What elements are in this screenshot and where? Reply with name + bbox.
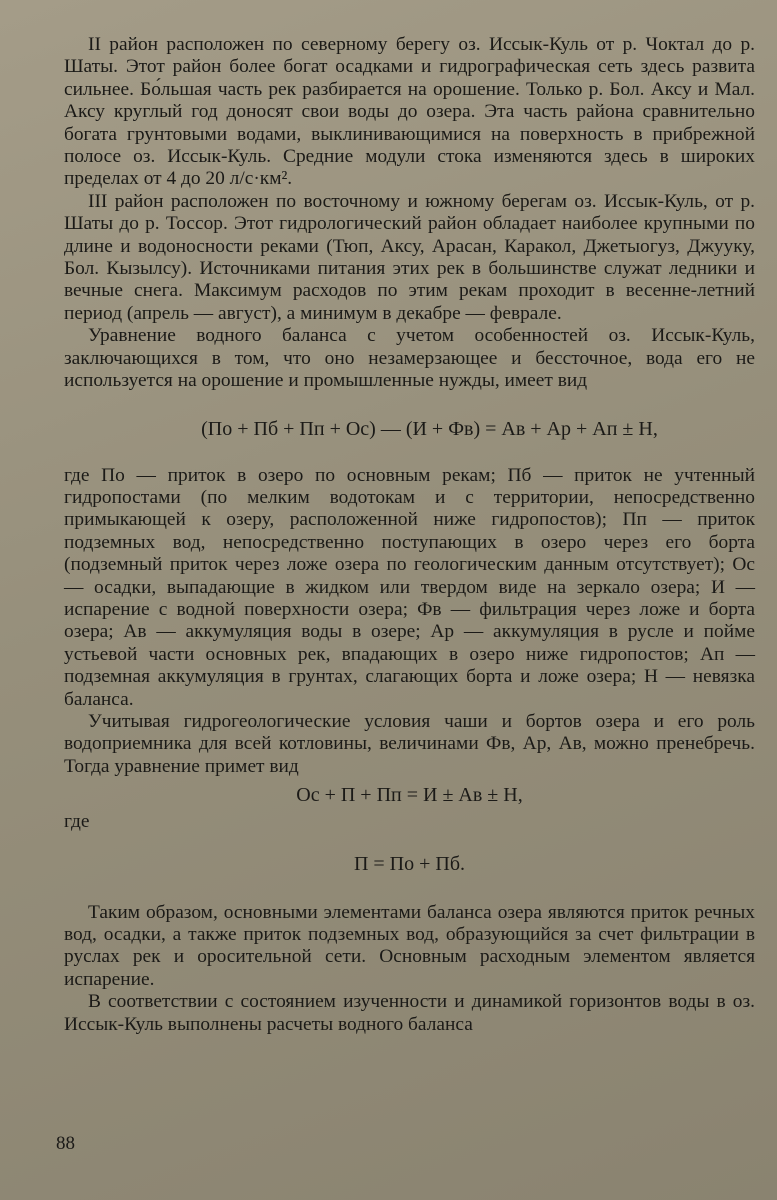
inflow-equation: П = По + Пб.	[353, 852, 466, 875]
where-label: где	[64, 811, 90, 833]
paragraph-simplification: Учитывая гидрогеологические условия чаши и бортов озера и его роль водоприемника для всей котловины, величинами Фв, Ар, Ав, можно пренебречь. Тогда уравнение примет вид	[64, 710, 755, 777]
paragraph-district-3: III район расположен по восточному и южному берегам оз. Иссык-Куль, от р. Шаты до р. Тоссор. Этот гидрологический район обладает наиболее крупными по длине и водоносности реками (Тюп, Аксу, Арасан, Каракол, Джетыогуз, Джууку, Бол. Кызылсу). Источниками питания этих рек в большинстве служат ледники и вечные снега. Максимум расходов по этим рекам проходит в весенне-летний период (апрель — август), а минимум в декабре — феврале.	[64, 190, 755, 324]
page-number: 88	[56, 1133, 75, 1154]
paragraph-term-definitions: где По — приток в озеро по основным рекам; Пб — приток не учтенный гидропостами (по мелким водотокам и с территории, непосредственно примыкающей к озеру, расположенной ниже гидропостов); Пп — приток подземных вод, непосредственно поступающих в озеро через его борта (подземный приток через ложе озера по геологическим данным отсутствует); Ос — осадки, выпадающие в жидком или твердом виде на зеркало озера; И — испарение с водной поверхности озера; Фв — фильтрация через ложе и борта озера; Ав — аккумуляция воды в озере; Ар — аккумуляция в русле и пойме устьевой части основных рек, впадающих в озеро ниже гидропостов; Ап — подземная аккумуляция в грунтах, слагающих борта и ложе озера; Н — невязка баланса.	[64, 464, 755, 710]
paragraph-balance-elements: Таким образом, основными элементами баланса озера являются приток речных вод, осадки, а также приток подземных вод, образующийся за счет фильтрации в руслах рек и оросительной сети. Основным расходным элементом является испарение.	[64, 901, 755, 990]
paragraph-calculations: В соответствии с состоянием изученности и динамикой горизонтов воды в оз. Иссык-Куль выполнены расчеты водного баланса	[64, 991, 755, 1035]
paragraph-district-2: II район расположен по северному берегу оз. Иссык-Куль от р. Чоктал до р. Шаты. Этот район более богат осадками и гидрографическая сеть здесь развита сильнее. Бо́льшая часть рек разбирается на орошение. Только р. Бол. Аксу и Мал. Аксу круглый год доносят свои воды до озера. Эта часть района сравнительно богата грунтовыми водами, выклинивающимися на поверхность в прибрежной полосе оз. Иссык-Куль. Средние модули стока изменяются здесь в широких пределах от 4 до 20 л/с·км².	[64, 34, 755, 190]
page-text	[64, 34, 755, 1036]
paragraph-balance-intro: Уравнение водного баланса с учетом особенностей оз. Иссык-Куль, заключающихся в том, что оно незамерзающее и бессточное, вода его не используется на орошение и промышленные нужды, имеет вид	[64, 325, 755, 392]
simplified-equation: Ос + П + Пп = И ± Ав ± Н,	[296, 784, 523, 807]
water-balance-equation: (По + Пб + Пп + Ос) — (И + Фв) = Ав + Ар + Ап ± Н,	[201, 417, 658, 440]
